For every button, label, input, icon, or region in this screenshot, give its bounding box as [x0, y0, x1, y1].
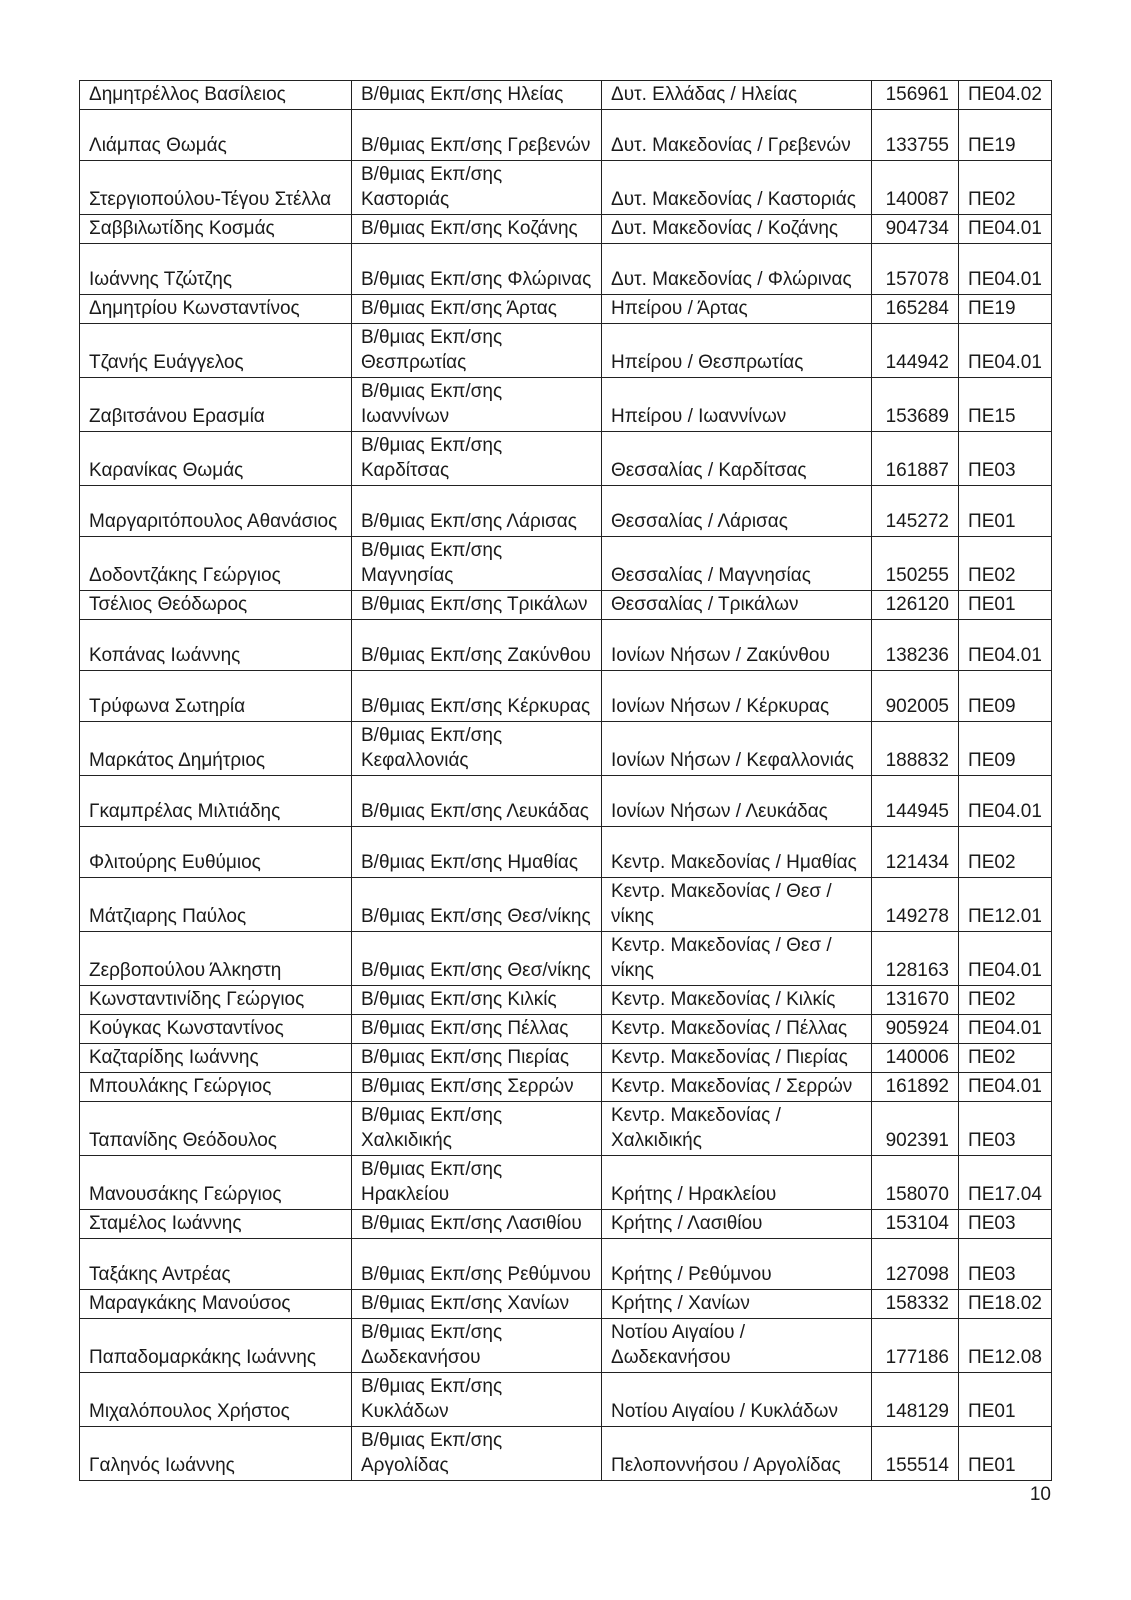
registry-code-cell: 165284 [872, 295, 959, 324]
specialty-cell: ΠΕ03 [959, 1102, 1052, 1156]
specialty-cell: ΠΕ03 [959, 1239, 1052, 1290]
teacher-name-cell: Ιωάννης Τζώτζης [80, 244, 352, 295]
specialty-cell: ΠΕ02 [959, 827, 1052, 878]
registry-code-cell: 127098 [872, 1239, 959, 1290]
teacher-name-cell: Μαρκάτος Δημήτριος [80, 722, 352, 776]
teacher-name-cell: Μάτζιαρης Παύλος [80, 878, 352, 932]
table-row [80, 1015, 1052, 1044]
region-cell: Ιονίων Νήσων / Ζακύνθου [602, 620, 872, 671]
region-cell: Δυτ. Ελλάδας / Ηλείας [602, 81, 872, 110]
specialty-cell: ΠΕ19 [959, 110, 1052, 161]
teacher-name-cell: Τρύφωνα Σωτηρία [80, 671, 352, 722]
registry-code-cell: 140087 [872, 161, 959, 215]
registry-code-cell: 121434 [872, 827, 959, 878]
specialty-cell: ΠΕ17.04 [959, 1156, 1052, 1210]
table-row [80, 432, 1052, 486]
table-row [80, 295, 1052, 324]
specialty-cell: ΠΕ01 [959, 486, 1052, 537]
directorate-cell: Β/θμιας Εκπ/σης Κεφαλλονιάς [352, 722, 602, 776]
registry-code-cell: 144942 [872, 324, 959, 378]
directorate-cell: Β/θμιας Εκπ/σης Γρεβενών [352, 110, 602, 161]
registry-code-cell: 188832 [872, 722, 959, 776]
region-cell: Κεντρ. Μακεδονίας / Πέλλας [602, 1015, 872, 1044]
table-row [80, 1156, 1052, 1210]
directorate-cell: Β/θμιας Εκπ/σης Χαλκιδικής [352, 1102, 602, 1156]
region-cell: Ιονίων Νήσων / Κέρκυρας [602, 671, 872, 722]
table-row [80, 1239, 1052, 1290]
page-number: 10 [1029, 1484, 1051, 1505]
region-cell: Κεντρ. Μακεδονίας / Θεσ / νίκης [602, 932, 872, 986]
specialty-cell: ΠΕ09 [959, 722, 1052, 776]
directorate-cell: Β/θμιας Εκπ/σης Δωδεκανήσου [352, 1319, 602, 1373]
directorate-cell: Β/θμιας Εκπ/σης Ρεθύμνου [352, 1239, 602, 1290]
directorate-cell: Β/θμιας Εκπ/σης Πέλλας [352, 1015, 602, 1044]
teacher-name-cell: Ταπανίδης Θεόδουλος [80, 1102, 352, 1156]
specialty-cell: ΠΕ04.01 [959, 215, 1052, 244]
directorate-cell: Β/θμιας Εκπ/σης Ηρακλείου [352, 1156, 602, 1210]
roster-body [80, 81, 1052, 1481]
specialty-cell: ΠΕ04.01 [959, 1073, 1052, 1102]
roster-table [79, 80, 1052, 1481]
teacher-name-cell: Μαργαριτόπουλος Αθανάσιος [80, 486, 352, 537]
directorate-cell: Β/θμιας Εκπ/σης Πιερίας [352, 1044, 602, 1073]
specialty-cell: ΠΕ04.01 [959, 324, 1052, 378]
registry-code-cell: 905924 [872, 1015, 959, 1044]
table-row [80, 776, 1052, 827]
table-row [80, 1044, 1052, 1073]
specialty-cell: ΠΕ02 [959, 537, 1052, 591]
directorate-cell: Β/θμιας Εκπ/σης Κιλκίς [352, 986, 602, 1015]
directorate-cell: Β/θμιας Εκπ/σης Ημαθίας [352, 827, 602, 878]
specialty-cell: ΠΕ04.01 [959, 244, 1052, 295]
registry-code-cell: 140006 [872, 1044, 959, 1073]
teacher-name-cell: Καζταρίδης Ιωάννης [80, 1044, 352, 1073]
registry-code-cell: 145272 [872, 486, 959, 537]
region-cell: Κρήτης / Χανίων [602, 1290, 872, 1319]
region-cell: Θεσσαλίας / Καρδίτσας [602, 432, 872, 486]
teacher-name-cell: Τσέλιος Θεόδωρος [80, 591, 352, 620]
region-cell: Κεντρ. Μακεδονίας / Κιλκίς [602, 986, 872, 1015]
table-row [80, 878, 1052, 932]
teacher-name-cell: Ζαβιτσάνου Ερασμία [80, 378, 352, 432]
registry-code-cell: 177186 [872, 1319, 959, 1373]
region-cell: Δυτ. Μακεδονίας / Καστοριάς [602, 161, 872, 215]
teacher-name-cell: Δοδοντζάκης Γεώργιος [80, 537, 352, 591]
registry-code-cell: 157078 [872, 244, 959, 295]
specialty-cell: ΠΕ01 [959, 591, 1052, 620]
directorate-cell: Β/θμιας Εκπ/σης Τρικάλων [352, 591, 602, 620]
table-row [80, 671, 1052, 722]
teacher-name-cell: Γαληνός Ιωάννης [80, 1427, 352, 1481]
directorate-cell: Β/θμιας Εκπ/σης Λάρισας [352, 486, 602, 537]
table-row [80, 161, 1052, 215]
teacher-name-cell: Μπουλάκης Γεώργιος [80, 1073, 352, 1102]
directorate-cell: Β/θμιας Εκπ/σης Χανίων [352, 1290, 602, 1319]
specialty-cell: ΠΕ12.08 [959, 1319, 1052, 1373]
specialty-cell: ΠΕ02 [959, 1044, 1052, 1073]
table-row [80, 244, 1052, 295]
registry-code-cell: 902391 [872, 1102, 959, 1156]
registry-code-cell: 155514 [872, 1427, 959, 1481]
teacher-name-cell: Δημητρέλλος Βασίλειος [80, 81, 352, 110]
table-row [80, 215, 1052, 244]
specialty-cell: ΠΕ04.01 [959, 620, 1052, 671]
table-row [80, 1290, 1052, 1319]
registry-code-cell: 144945 [872, 776, 959, 827]
region-cell: Κρήτης / Λασιθίου [602, 1210, 872, 1239]
registry-code-cell: 126120 [872, 591, 959, 620]
teacher-name-cell: Ζερβοπούλου Άλκηστη [80, 932, 352, 986]
table-row [80, 1073, 1052, 1102]
specialty-cell: ΠΕ04.01 [959, 1015, 1052, 1044]
region-cell: Θεσσαλίας / Μαγνησίας [602, 537, 872, 591]
teacher-name-cell: Τζανής Ευάγγελος [80, 324, 352, 378]
registry-code-cell: 153104 [872, 1210, 959, 1239]
table-row [80, 722, 1052, 776]
region-cell: Κεντρ. Μακεδονίας / Σερρών [602, 1073, 872, 1102]
registry-code-cell: 158332 [872, 1290, 959, 1319]
region-cell: Κεντρ. Μακεδονίας / Χαλκιδικής [602, 1102, 872, 1156]
specialty-cell: ΠΕ01 [959, 1427, 1052, 1481]
directorate-cell: Β/θμιας Εκπ/σης Ζακύνθου [352, 620, 602, 671]
table-row [80, 1319, 1052, 1373]
specialty-cell: ΠΕ03 [959, 432, 1052, 486]
region-cell: Ηπείρου / Ιωαννίνων [602, 378, 872, 432]
teacher-name-cell: Κοπάνας Ιωάννης [80, 620, 352, 671]
registry-code-cell: 148129 [872, 1373, 959, 1427]
registry-code-cell: 138236 [872, 620, 959, 671]
region-cell: Δυτ. Μακεδονίας / Κοζάνης [602, 215, 872, 244]
region-cell: Θεσσαλίας / Τρικάλων [602, 591, 872, 620]
registry-code-cell: 153689 [872, 378, 959, 432]
table-row [80, 81, 1052, 110]
teacher-name-cell: Δημητρίου Κωνσταντίνος [80, 295, 352, 324]
region-cell: Κεντρ. Μακεδονίας / Πιερίας [602, 1044, 872, 1073]
directorate-cell: Β/θμιας Εκπ/σης Φλώρινας [352, 244, 602, 295]
directorate-cell: Β/θμιας Εκπ/σης Κέρκυρας [352, 671, 602, 722]
teacher-name-cell: Λιάμπας Θωμάς [80, 110, 352, 161]
directorate-cell: Β/θμιας Εκπ/σης Ιωαννίνων [352, 378, 602, 432]
region-cell: Ιονίων Νήσων / Κεφαλλονιάς [602, 722, 872, 776]
region-cell: Κεντρ. Μακεδονίας / Θεσ / νίκης [602, 878, 872, 932]
registry-code-cell: 150255 [872, 537, 959, 591]
table-row [80, 620, 1052, 671]
directorate-cell: Β/θμιας Εκπ/σης Λασιθίου [352, 1210, 602, 1239]
teacher-name-cell: Στεργιοπούλου-Τέγου Στέλλα [80, 161, 352, 215]
table-row [80, 378, 1052, 432]
teacher-name-cell: Σαββιλωτίδης Κοσμάς [80, 215, 352, 244]
teacher-name-cell: Κωνσταντινίδης Γεώργιος [80, 986, 352, 1015]
table-row [80, 932, 1052, 986]
region-cell: Κρήτης / Ρεθύμνου [602, 1239, 872, 1290]
registry-code-cell: 158070 [872, 1156, 959, 1210]
region-cell: Νοτίου Αιγαίου / Κυκλάδων [602, 1373, 872, 1427]
specialty-cell: ΠΕ18.02 [959, 1290, 1052, 1319]
registry-code-cell: 904734 [872, 215, 959, 244]
specialty-cell: ΠΕ04.01 [959, 776, 1052, 827]
specialty-cell: ΠΕ19 [959, 295, 1052, 324]
teacher-name-cell: Παπαδομαρκάκης Ιωάννης [80, 1319, 352, 1373]
directorate-cell: Β/θμιας Εκπ/σης Αργολίδας [352, 1427, 602, 1481]
teacher-name-cell: Μιχαλόπουλος Χρήστος [80, 1373, 352, 1427]
region-cell: Ηπείρου / Άρτας [602, 295, 872, 324]
region-cell: Δυτ. Μακεδονίας / Φλώρινας [602, 244, 872, 295]
teacher-name-cell: Σταμέλος Ιωάννης [80, 1210, 352, 1239]
specialty-cell: ΠΕ12.01 [959, 878, 1052, 932]
specialty-cell: ΠΕ01 [959, 1373, 1052, 1427]
registry-code-cell: 149278 [872, 878, 959, 932]
directorate-cell: Β/θμιας Εκπ/σης Θεσ/νίκης [352, 932, 602, 986]
table-row [80, 1102, 1052, 1156]
table-row [80, 486, 1052, 537]
table-row [80, 986, 1052, 1015]
directorate-cell: Β/θμιας Εκπ/σης Ηλείας [352, 81, 602, 110]
registry-code-cell: 156961 [872, 81, 959, 110]
directorate-cell: Β/θμιας Εκπ/σης Θεσ/νίκης [352, 878, 602, 932]
region-cell: Ιονίων Νήσων / Λευκάδας [602, 776, 872, 827]
teacher-name-cell: Μανουσάκης Γεώργιος [80, 1156, 352, 1210]
teacher-name-cell: Κούγκας Κωνσταντίνος [80, 1015, 352, 1044]
directorate-cell: Β/θμιας Εκπ/σης Κυκλάδων [352, 1373, 602, 1427]
table-row [80, 324, 1052, 378]
teacher-name-cell: Καρανίκας Θωμάς [80, 432, 352, 486]
registry-code-cell: 902005 [872, 671, 959, 722]
directorate-cell: Β/θμιας Εκπ/σης Άρτας [352, 295, 602, 324]
directorate-cell: Β/θμιας Εκπ/σης Θεσπρωτίας [352, 324, 602, 378]
specialty-cell: ΠΕ02 [959, 986, 1052, 1015]
specialty-cell: ΠΕ15 [959, 378, 1052, 432]
specialty-cell: ΠΕ04.01 [959, 932, 1052, 986]
directorate-cell: Β/θμιας Εκπ/σης Καστοριάς [352, 161, 602, 215]
registry-code-cell: 128163 [872, 932, 959, 986]
table-row [80, 1373, 1052, 1427]
region-cell: Νοτίου Αιγαίου / Δωδεκανήσου [602, 1319, 872, 1373]
teacher-name-cell: Φλιτούρης Ευθύμιος [80, 827, 352, 878]
teacher-name-cell: Ταξάκης Αντρέας [80, 1239, 352, 1290]
region-cell: Κεντρ. Μακεδονίας / Ημαθίας [602, 827, 872, 878]
directorate-cell: Β/θμιας Εκπ/σης Λευκάδας [352, 776, 602, 827]
directorate-cell: Β/θμιας Εκπ/σης Καρδίτσας [352, 432, 602, 486]
teacher-name-cell: Γκαμπρέλας Μιλτιάδης [80, 776, 352, 827]
specialty-cell: ΠΕ02 [959, 161, 1052, 215]
teacher-name-cell: Μαραγκάκης Μανούσος [80, 1290, 352, 1319]
specialty-cell: ΠΕ04.02 [959, 81, 1052, 110]
region-cell: Δυτ. Μακεδονίας / Γρεβενών [602, 110, 872, 161]
table-row [80, 827, 1052, 878]
region-cell: Θεσσαλίας / Λάρισας [602, 486, 872, 537]
table-row [80, 537, 1052, 591]
region-cell: Ηπείρου / Θεσπρωτίας [602, 324, 872, 378]
table-row [80, 1427, 1052, 1481]
registry-code-cell: 133755 [872, 110, 959, 161]
specialty-cell: ΠΕ03 [959, 1210, 1052, 1239]
registry-code-cell: 131670 [872, 986, 959, 1015]
table-row [80, 110, 1052, 161]
region-cell: Κρήτης / Ηρακλείου [602, 1156, 872, 1210]
registry-code-cell: 161892 [872, 1073, 959, 1102]
registry-code-cell: 161887 [872, 432, 959, 486]
specialty-cell: ΠΕ09 [959, 671, 1052, 722]
directorate-cell: Β/θμιας Εκπ/σης Σερρών [352, 1073, 602, 1102]
directorate-cell: Β/θμιας Εκπ/σης Κοζάνης [352, 215, 602, 244]
table-row [80, 1210, 1052, 1239]
directorate-cell: Β/θμιας Εκπ/σης Μαγνησίας [352, 537, 602, 591]
table-row [80, 591, 1052, 620]
region-cell: Πελοποννήσου / Αργολίδας [602, 1427, 872, 1481]
